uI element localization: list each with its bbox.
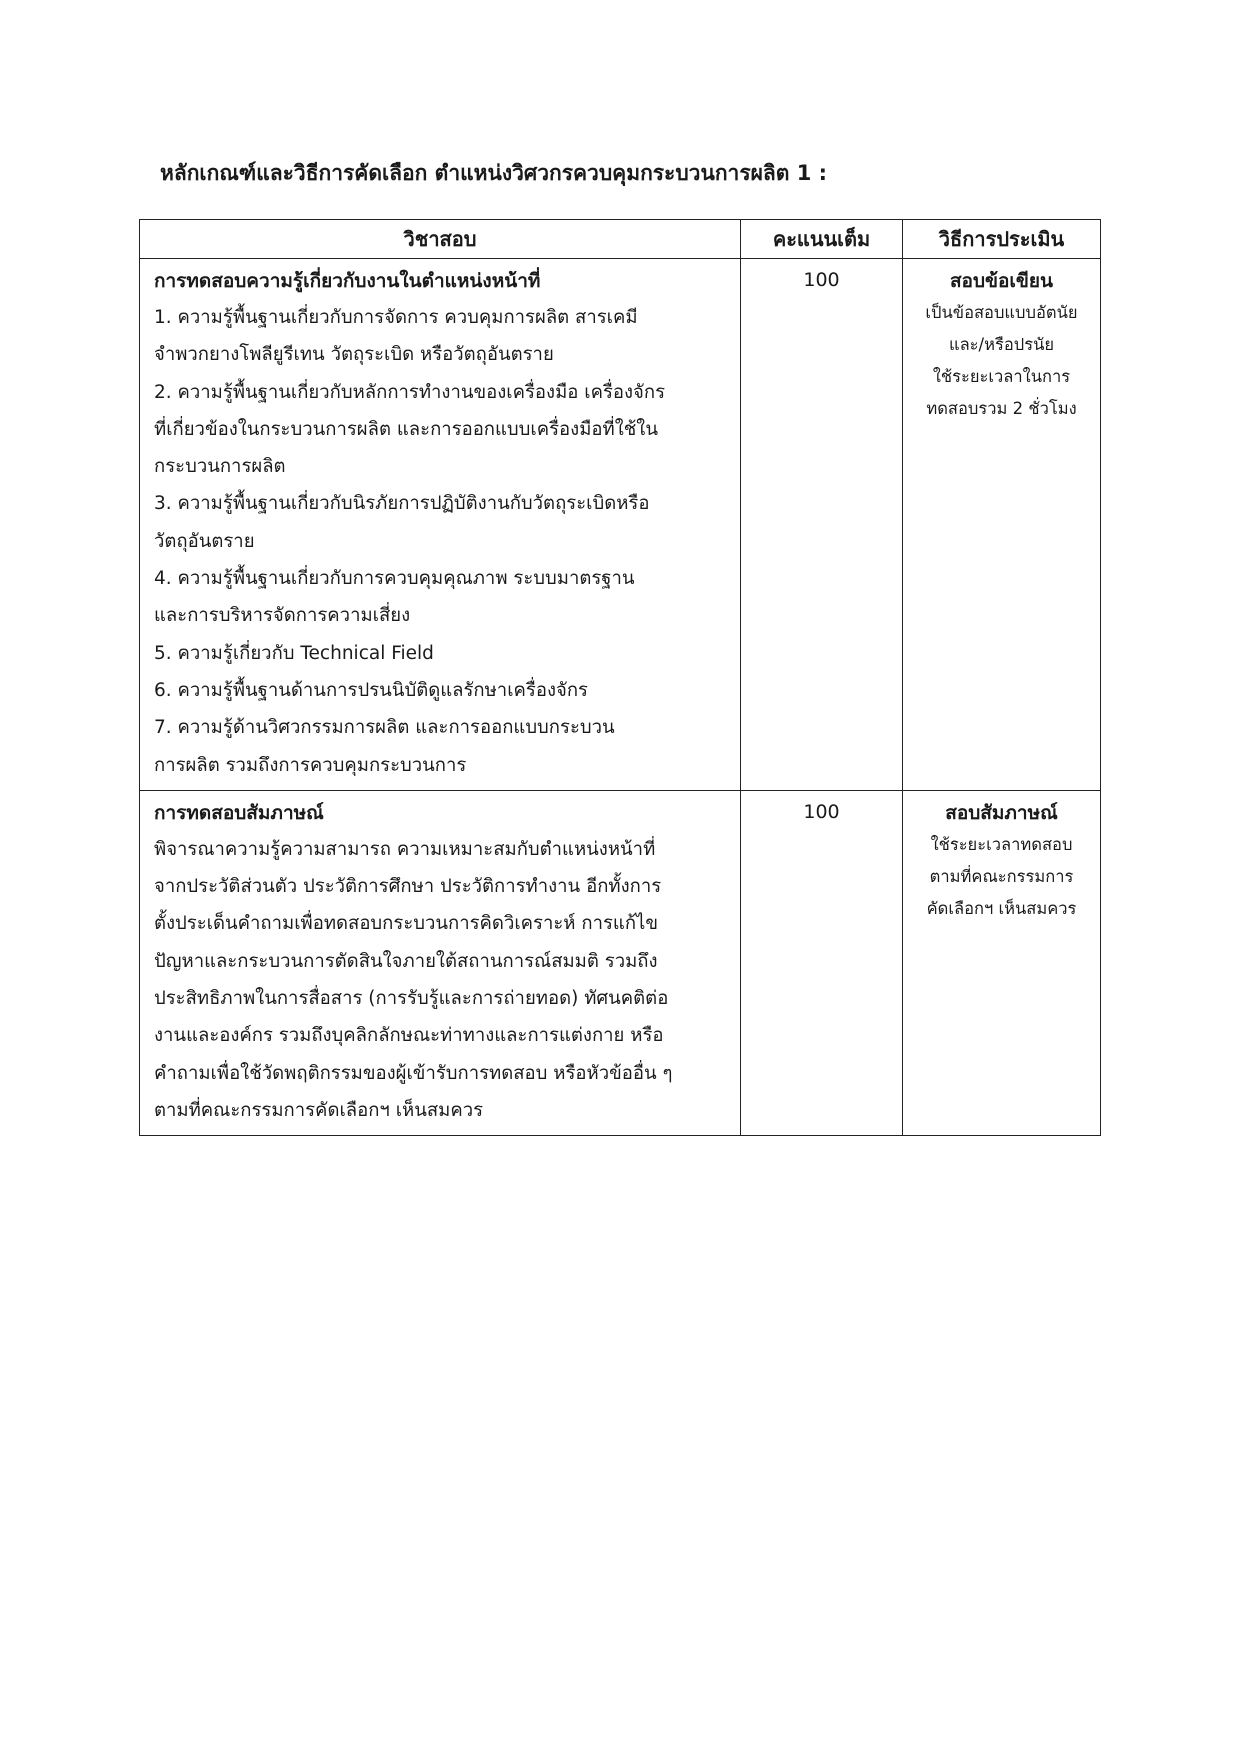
subject-line: ที่เกี่ยวข้องในกระบวนการผลิต และการออกแบบเครื่องมือที่ใช้ใน	[154, 418, 658, 440]
method-line: คัดเลือกฯ เห็นสมควร	[926, 898, 1077, 918]
subject-cell	[140, 790, 741, 1135]
score-cell: 100	[741, 790, 903, 1135]
subject-line: พิจารณาความรู้ความสามารถ ความเหมาะสมกับตำแหน่งหน้าที่	[154, 838, 656, 860]
method-line: เป็นข้อสอบแบบอัตนัย	[925, 303, 1078, 322]
header-subject: วิชาสอบ	[140, 220, 741, 259]
method-cell	[903, 259, 1101, 791]
subject-line: กระบวนการผลิต	[154, 456, 286, 478]
section-title: การทดสอบสัมภาษณ์	[154, 801, 324, 824]
method-line: ใช้ระยะเวลาทดสอบ	[930, 834, 1073, 854]
subject-line: 2. ความรู้พื้นฐานเกี่ยวกับหลักการทำงานของเครื่องมือ เครื่องจักร	[154, 381, 666, 403]
method-line: ทดสอบรวม 2 ชั่วโมง	[926, 399, 1077, 418]
subject-line: 3. ความรู้พื้นฐานเกี่ยวกับนิรภัยการปฏิบัติงานกับวัตถุระเบิดหรือ	[154, 493, 650, 515]
method-title: สอบสัมภาษณ์	[945, 801, 1058, 824]
subject-line: การผลิต รวมถึงการควบคุมกระบวนการ	[154, 754, 467, 776]
subject-line: คำถามเพื่อใช้วัดพฤติกรรมของผู้เข้ารับการทดสอบ หรือหัวข้ออื่น ๆ	[154, 1062, 673, 1084]
header-score: คะแนนเต็ม	[741, 220, 903, 259]
subject-line: จากประวัติส่วนตัว ประวัติการศึกษา ประวัติการทำงาน อีกทั้งการ	[154, 876, 662, 898]
subject-line: 7. ความรู้ด้านวิศวกรรมการผลิต และการออกแบบกระบวน	[154, 717, 615, 739]
table-row-interview	[140, 790, 1101, 1135]
subject-line: ตั้งประเด็นคำถามเพื่อทดสอบกระบวนการคิดวิเคราะห์ การแก้ไข	[154, 913, 658, 935]
subject-line: ปัญหาและกระบวนการตัดสินใจภายใต้สถานการณ์สมมติ รวมถึง	[154, 950, 658, 972]
subject-line: 4. ความรู้พื้นฐานเกี่ยวกับการควบคุมคุณภาพ ระบบมาตรฐาน	[154, 568, 635, 590]
subject-line: ตามที่คณะกรรมการคัดเลือกฯ เห็นสมควร	[154, 1099, 484, 1121]
method-cell	[903, 790, 1101, 1135]
table-header-row	[140, 220, 1101, 259]
method-line: และ/หรือปรนัย	[948, 335, 1055, 354]
subject-line: 5. ความรู้เกี่ยวกับ Technical Field	[154, 642, 434, 664]
method-line: ใช้ระยะเวลาในการ	[932, 367, 1071, 386]
document-title: หลักเกณฑ์และวิธีการคัดเลือก ตำแหน่งวิศวกรควบคุมกระบวนการผลิต 1 :	[160, 161, 828, 185]
subject-line: 1. ความรู้พื้นฐานเกี่ยวกับการจัดการ ควบคุมการผลิต สารเคมี	[154, 307, 638, 328]
method-title: สอบข้อเขียน	[949, 270, 1054, 292]
subject-line: 6. ความรู้พื้นฐานด้านการปรนนิบัติดูแลรักษาเครื่องจักร	[154, 679, 588, 701]
section-title: การทดสอบความรู้เกี่ยวกับงานในตำแหน่งหน้าที่	[154, 270, 541, 292]
subject-cell	[140, 259, 741, 791]
table-row-written-test	[140, 259, 1101, 791]
subject-line: จำพวกยางโพลียูรีเทน วัตถุระเบิด หรือวัตถุอันตราย	[154, 344, 554, 366]
header-method: วิธีการประเมิน	[903, 220, 1101, 259]
method-line: ตามที่คณะกรรมการ	[929, 866, 1074, 886]
score-cell: 100	[741, 259, 903, 791]
subject-line: และการบริหารจัดการความเสี่ยง	[154, 605, 411, 627]
subject-line: ประสิทธิภาพในการสื่อสาร (การรับรู้และการถ่ายทอด) ทัศนคติต่อ	[154, 988, 669, 1010]
subject-line: วัตถุอันตราย	[154, 530, 255, 552]
subject-line: งานและองค์กร รวมถึงบุคลิกลักษณะท่าทางและการแต่งกาย หรือ	[154, 1025, 664, 1047]
selection-criteria-table	[139, 219, 1101, 1136]
